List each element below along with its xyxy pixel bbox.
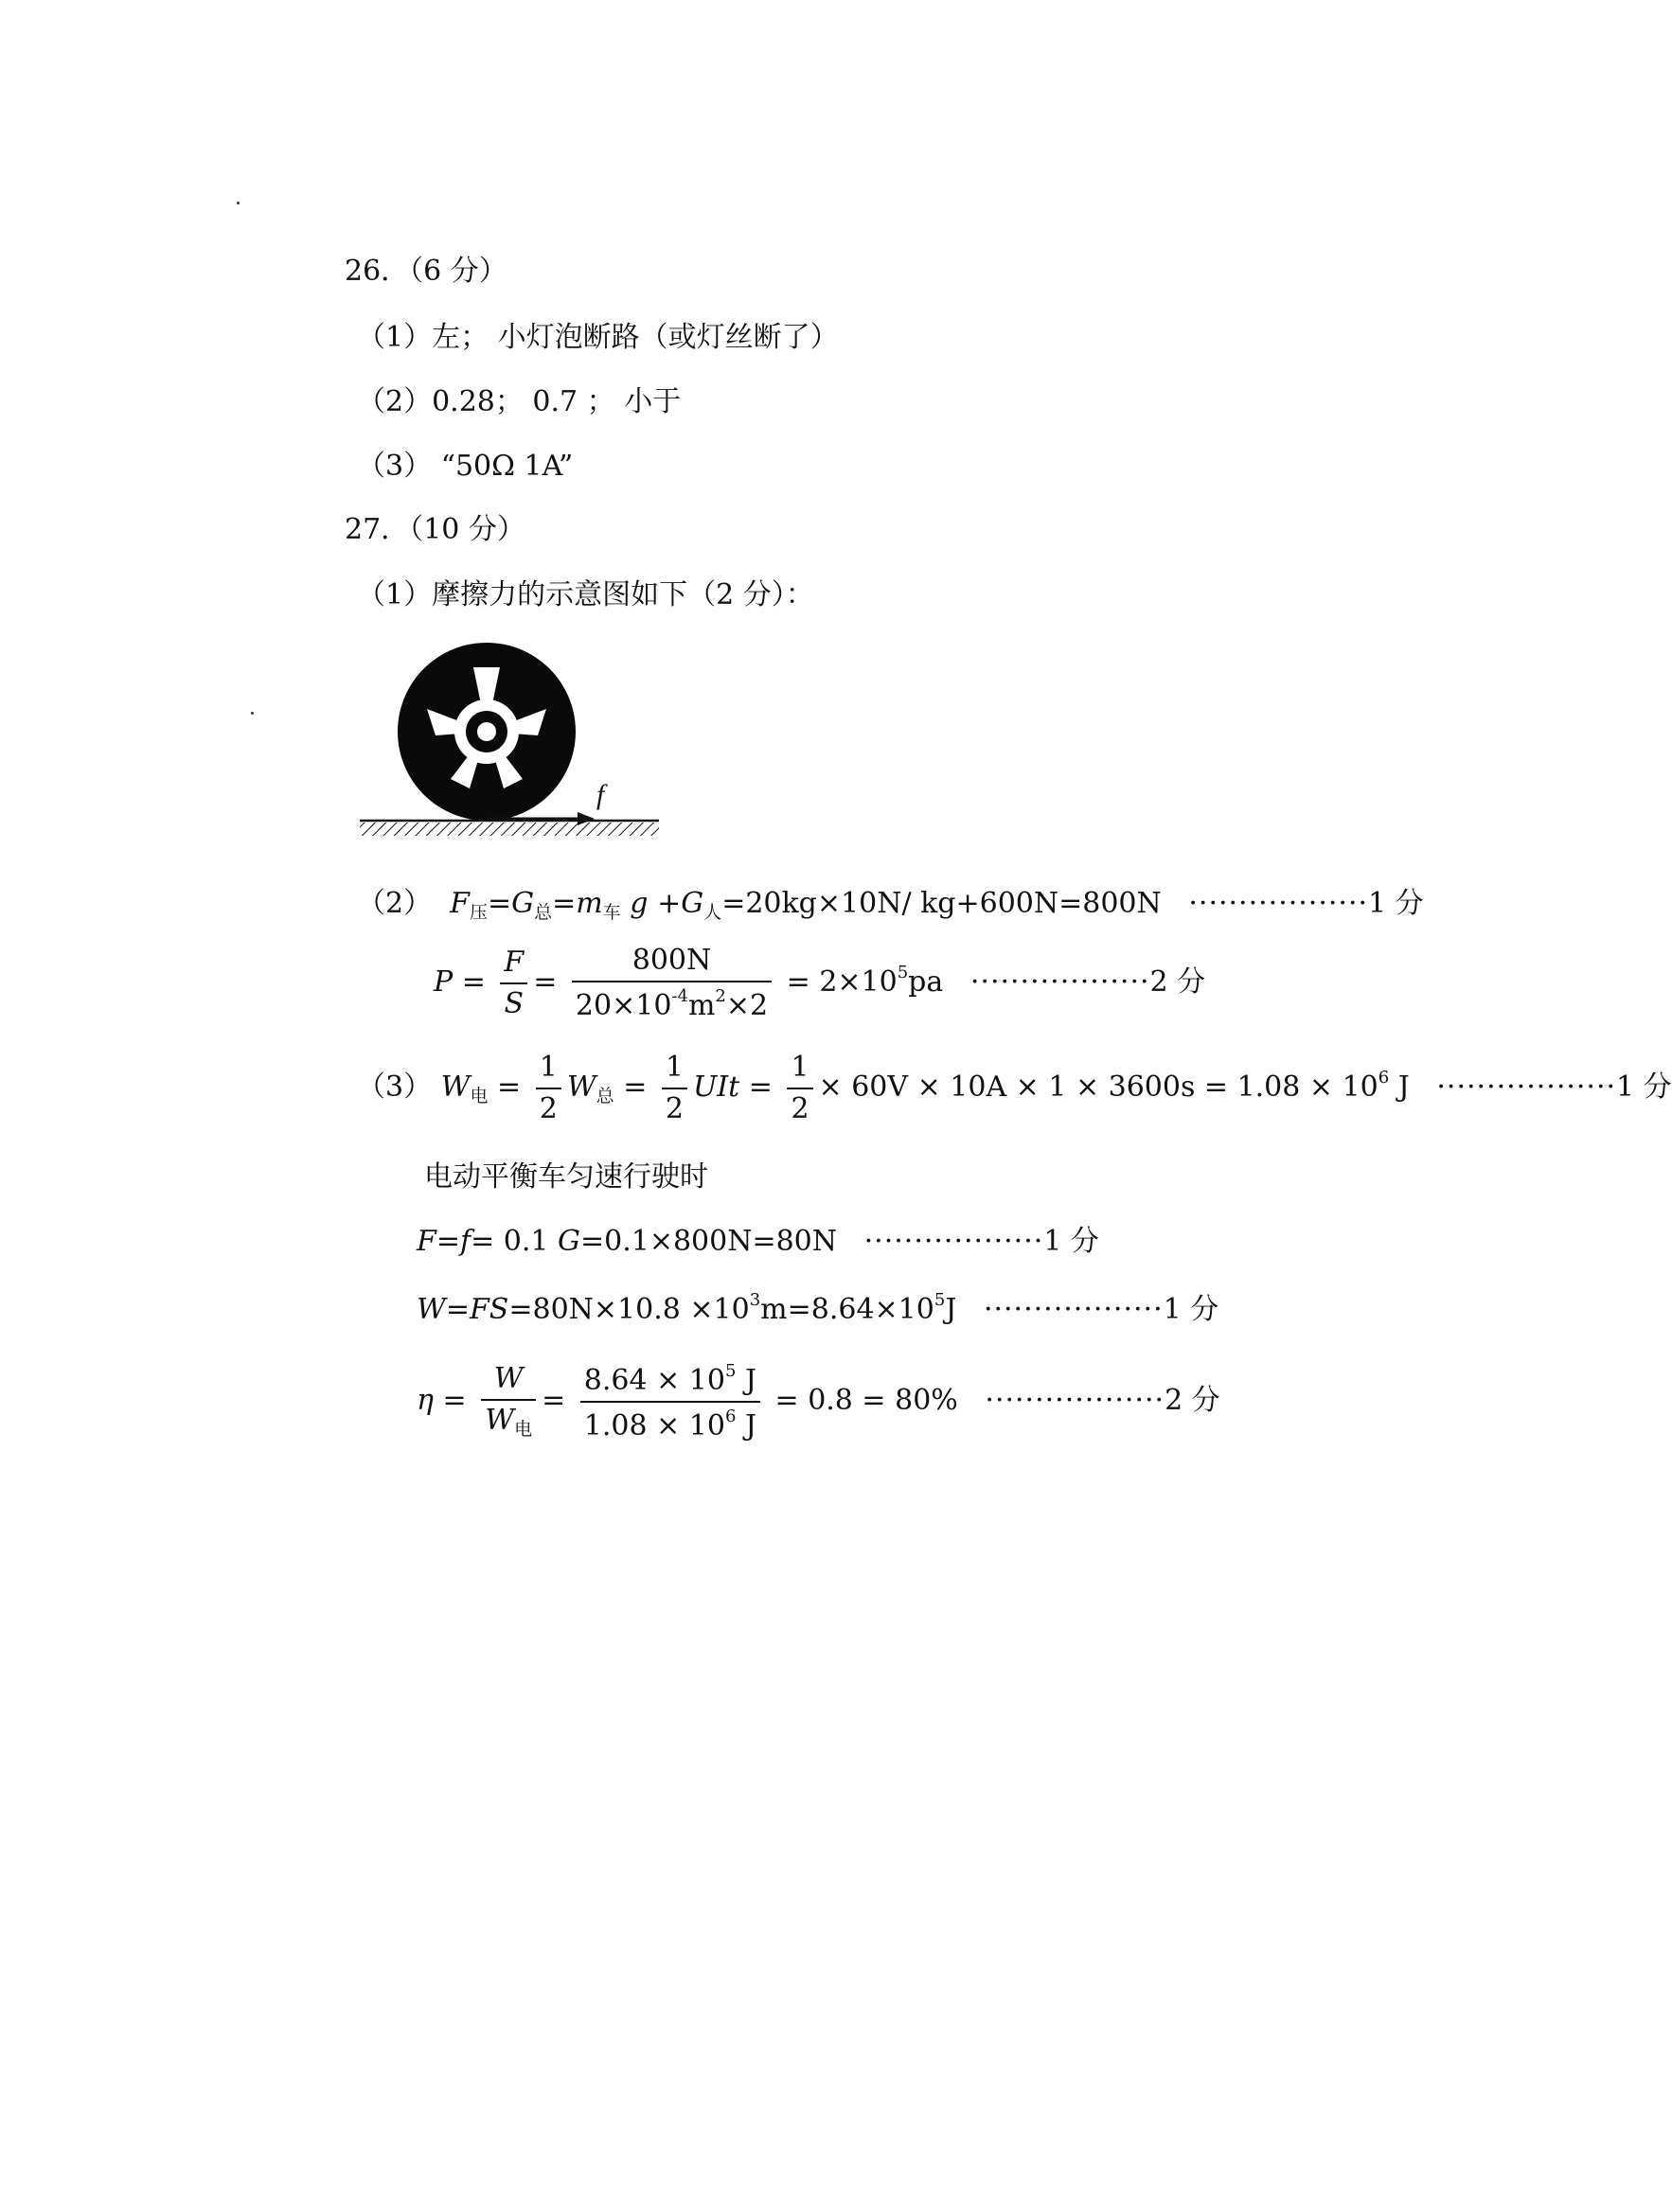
q27-part-3-work: $W=FS=80N\times 10.8 \times 10^3m=8.64\times 10^5J$ ··················1 分 [417, 1290, 1219, 1326]
q26-answer-3: （3） “50Ω 1A” [357, 450, 574, 483]
score-label: 1 分 [1163, 1293, 1219, 1326]
fraction: $\frac{F}{S}$ [500, 948, 527, 1018]
score-label: 1 分 [1368, 887, 1424, 920]
q26-answer-1: （1）左； 小灯泡断路（或灯丝断了） [357, 321, 839, 354]
q26-header: 26．（6 分） [345, 255, 507, 288]
wheel-friction-diagram [358, 646, 670, 845]
fraction: $\frac{8.64 \times 10^5 J}{1.08 \times 10^6 J}$ [580, 1363, 760, 1441]
ground-hatching [360, 823, 659, 836]
q27-part-2-pressure: P = $\frac{F}{S}$ = $\frac{800N}{20\times 10^{-4}m^2\times 2}$ = $2\times 10^5pa$ ··················2 分 [434, 944, 1206, 1022]
q27-part-2-eq1: （2） $F_压=G_总=m_车$ $g +G_人=20kg\times 10N/$ kg+600N=800N ··················1 分 [357, 887, 1424, 923]
q27-part-3-eq1: （3） $W_电$ = $\frac{1}{2}$ $W_总$ = $\frac{1}{2}$ UIt = $\frac{1}{2}$ × $60V \times 10A \times 1 \times 3600s = 1.08 \times 10^6$ J ··················1 分 [357, 1051, 1672, 1125]
q27-part-3-efficiency: η = $\frac{W}{W_电}$ = $\frac{8.64 \times 10^5 J}{1.08 \times 10^6 J}$ = 0.8 = 80% ··················2 分 [417, 1361, 1220, 1442]
score-leader: ·················· [1436, 1071, 1617, 1104]
score-label: 2 分 [1165, 1384, 1220, 1417]
q26-answer-2: （2）0.28； 0.7 ； 小于 [357, 385, 682, 418]
q27-header: 27．（10 分） [345, 513, 525, 546]
fraction: $\frac{1}{2}$ [536, 1053, 561, 1124]
score-label: 1 分 [1043, 1225, 1099, 1258]
q27-part-3-note: 电动平衡车匀速行驶时 [424, 1160, 708, 1194]
scan-speck [237, 202, 240, 204]
score-leader: ·················· [969, 965, 1150, 999]
q27-part-1: （1）摩擦力的示意图如下（2 分）： [357, 578, 814, 611]
score-leader: ·················· [985, 1384, 1165, 1417]
fraction: $\frac{800N}{20\times 10^{-4}m^2\times 2}$ [572, 947, 772, 1020]
fraction: $\frac{W}{W_电}$ [481, 1365, 536, 1439]
score-leader: ·················· [863, 1225, 1044, 1258]
score-label: 2 分 [1149, 965, 1206, 999]
scan-speck [251, 712, 254, 715]
score-label: 1 分 [1616, 1071, 1672, 1104]
fraction: $\frac{1}{2}$ [662, 1053, 687, 1124]
q27-part-3-force: F=f= 0.1 G=0.1×800N=80N ··················1 分 [417, 1225, 1099, 1258]
score-leader: ·················· [1188, 887, 1369, 920]
fraction: $\frac{1}{2}$ [787, 1053, 812, 1124]
score-leader: ·················· [983, 1293, 1164, 1326]
friction-label: f [596, 779, 605, 810]
